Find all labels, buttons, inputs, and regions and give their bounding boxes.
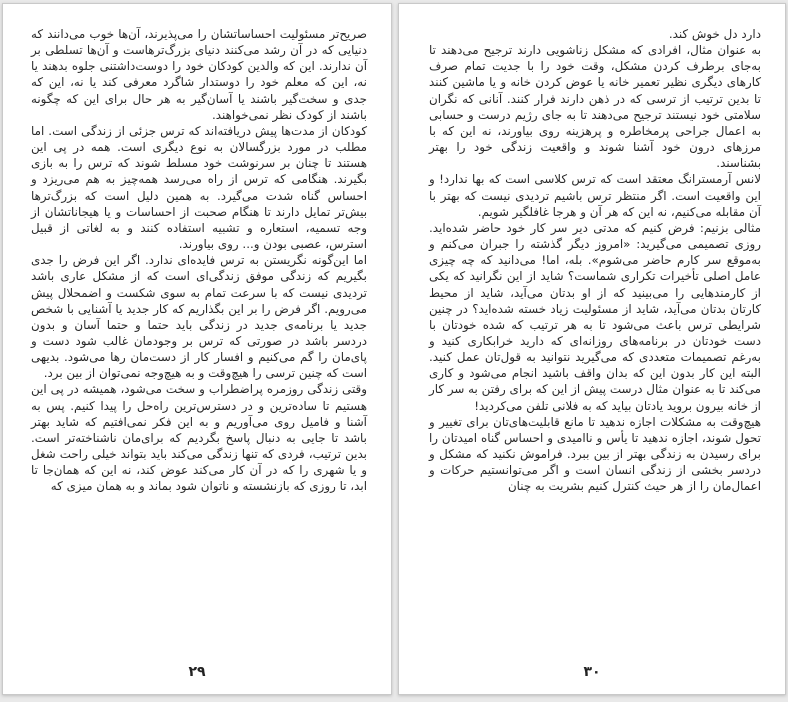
paragraph: دارد دل خوش کند. — [668, 27, 761, 41]
paragraph: وقتی زندگی روزمره پراضطراب و سخت می‌شود، همیشه در پی این هستیم تا ساده‌ترین و در دسترس‌ترین راه‌حل را پیدا کنیم. پس به آشنا و فامیل روی می‌آوریم و به این فکر نمی‌افتیم که شاید بهتر باشد تا جایی به دنبال پاسخ بگردیم که برای‌مان ناشناخته‌تر است. بدین ترتیب، فردی که تنها زندگی می‌کند باید بتواند خیلی راحت شغل و یا شهری را که در آن کار می‌کند عوض کند، نه این که همان‌جا تا ابد، تا روزی که بازنشسته و ناتوان شود بماند و به همان میزی که — [31, 382, 367, 494]
paragraph: به عنوان مثال، افرادی که مشکل زناشویی دارند ترجیح می‌دهند تا به‌جای برطرف کردن مشکل، وقت خود را با جدیت تمام صرف کارهای دیگری نظیر تعمیر خانه یا عوض کردن خانه و یا ماشین کنند تا بدین ترتیب از ترسی که در ذهن دارند فرار کنند. آنانی که نگران سلامتی خود نیستند ترجیح می‌دهند تا به جای رژیم درست و حسابی به اعمال جراحی پرمخاطره و پرهزینه روی بیاورند، نه این که با مرزهای درون خود آشنا شوند و واقعیت زندگی خود را بهتر بشناسند. — [429, 43, 761, 171]
paragraph: اما این‌گونه نگریستن به ترس فایده‌ای ندارد. اگر این فرض را جدی بگیریم که زندگی موفق زندگی‌ای است که از مشکل عاری باشد تردیدی نیست که با سرعت تمام به سوی شکست و اضمحلال پیش می‌رویم. اگر فرض را بر این بگذاریم که کار جدید یا آشنایی با شخص جدید یا برنامه‌ی جدید در زندگی باید حتما و حتما آسان و بدون دردسر باشد در صورتی که ترس بر وجودمان غالب شود دست و پای‌مان را گم می‌کنیم و افسار کار از دست‌مان رها می‌شود. بدیهی است که چنین ترسی را هیچ‌وقت و به هیچ‌وجه نمی‌توان از بین برد. — [31, 253, 367, 381]
paragraph: صریح‌تر مسئولیت احساساتشان را می‌پذیرند، آن‌ها خوب می‌دانند که دنیایی که در آن رشد می‌کنند دنیای بزرگ‌ترهاست و آن‌ها تسلطی بر آن ندارند. این که والدین کودکان خود را دوست‌داشتنی جلوه بدهند یا نه، این که معلم خود را دوستدار شاگرد معرفی کند یا نه، این که جدی و سخت‌گیر باشند یا آسان‌گیر به هر حال برای این که چگونه باشند از کودک نظر نمی‌خواهند. — [31, 27, 367, 122]
page-number: ۲۹ — [188, 664, 206, 680]
page-text-block — [31, 26, 367, 495]
book-page-left — [2, 3, 392, 695]
page-text-block — [429, 26, 761, 495]
paragraph: لانس آرمسترانگ معتقد است که ترس کلاسی است که بها ندارد! و این واقعیت است. اگر منتظر ترس باشیم تردیدی نیست که بهتر با آن مقابله می‌کنیم، نه این که هر آن و هرجا غافلگیر شویم. — [429, 172, 761, 219]
page-number: ۳۰ — [583, 664, 601, 680]
paragraph: کودکان از مدت‌ها پیش دریافته‌اند که ترس جزئی از زندگی است. اما مطلب در مورد بزرگسالان به نوع دیگری است. همه در پی این هستند تا چنان بر سرنوشت خود مسلط شوند که ترس را به بازی بگیرند. هنگامی که ترس از راه می‌رسد همه‌چیز به هم می‌ریزد و احساس گناه شدت می‌گیرد. به همین دلیل است که بزرگ‌ترها بیش‌تر تمایل دارند تا هنگام صحبت از احساسات و یا هیجاناتشان از وجه تسمیه، استعاره و تشبیه استفاده کنند و به لغاتی از قبیل استرس، عصبی بودن و... روی بیاورند. — [31, 123, 367, 252]
paragraph: هیچ‌وقت به مشکلات اجازه ندهید تا مانع قابلیت‌های‌تان برای تغییر و تحول شوند، اجازه ندهید تا یأس و ناامیدی و احساس گناه امیدتان را برای رسیدن به زندگی بهتر از بین ببرد. فراموش نکنید که مشکل و دردسر بخشی از زندگی انسان است و اگر می‌توانستیم حرکات و اعمال‌مان را از هر حیث کنترل کنیم بشریت به چنان — [429, 414, 761, 494]
book-page-right — [398, 3, 786, 695]
paragraph: مثالی بزنیم: فرض کنیم که مدتی دیر سر کار خود حاضر شده‌اید. روزی تصمیمی می‌گیرید: «امروز دیگر گذشته را جبران می‌کنم و به‌موقع سر کارم حاضر می‌شوم». بله، اما! می‌دانید که چه چیزی عامل اصلی تأخیرات تکراری شماست؟ شاید از این نگرانید که یکی از کارمندهایی را می‌بینید که از او بدتان می‌آید، شاید از محیط کارتان بدتان می‌آید، شاید از مسئولیت زیاد خسته شده‌اید؟ در چنین شرایطی ترس باعث می‌شود تا به هر ترتیب که شده خودتان با دست خودتان در برنامه‌های روزانه‌ای که دارید خرابکاری کنید و به‌رغم تصمیمات متعددی که می‌گیرید نتوانید به قول‌تان عمل کنید. البته این کار بدون این که بدان واقف باشید انجام می‌شود و کاری می‌کند تا به عنوان مثال درست پیش از این که برای رفتن به سر کار از خانه بیرون بروید یادتان بیاید که به فلانی تلفن می‌کردید! — [429, 220, 761, 413]
